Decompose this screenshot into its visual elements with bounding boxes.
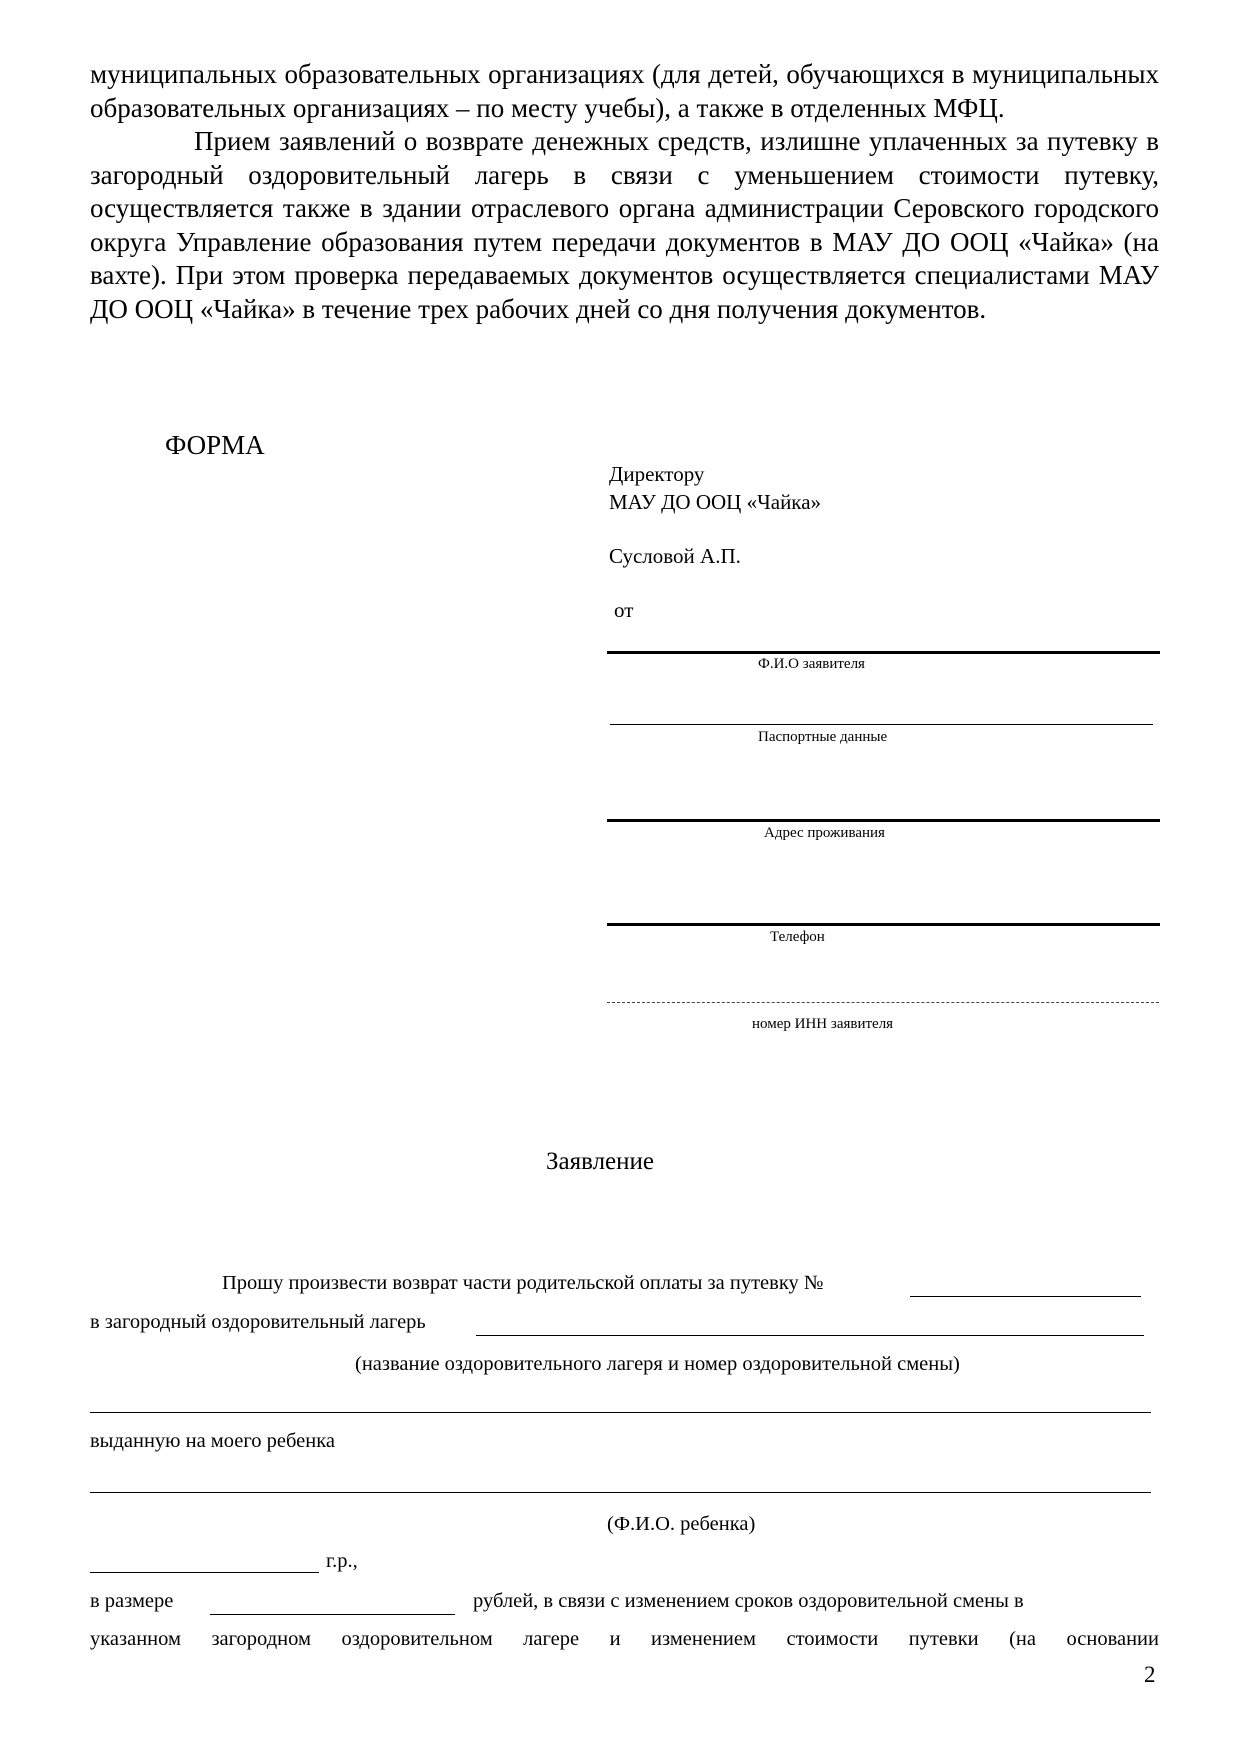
addressee-line-2: МАУ ДО ООЦ «Чайка»	[609, 490, 822, 514]
passport-line[interactable]	[610, 724, 1153, 725]
address-line[interactable]	[607, 819, 1160, 822]
amount-prefix: в размере	[90, 1590, 174, 1612]
inn-line[interactable]	[607, 1002, 1159, 1003]
phone-caption: Телефон	[770, 929, 825, 945]
camp-name-field[interactable]	[476, 1335, 1144, 1336]
form-label: ФОРМА	[165, 430, 265, 460]
child-name-field[interactable]	[90, 1492, 1151, 1493]
statement-last-line: указанном загородном оздоровительном лагере и изменением стоимости путевки (на основании	[90, 1628, 1159, 1650]
fio-line[interactable]	[607, 651, 1160, 654]
statement-line-1: Прошу произвести возврат части родительской оплаты за путевку №	[222, 1272, 824, 1294]
passport-caption: Паспортные данные	[758, 729, 888, 745]
voucher-number-field[interactable]	[910, 1296, 1141, 1297]
address-caption: Адрес проживания	[764, 825, 885, 841]
addressee-line-3: Сусловой А.П.	[609, 544, 741, 568]
camp-name-continued-field[interactable]	[90, 1412, 1151, 1413]
addressee-line-1: Директору	[609, 462, 705, 486]
intro-text	[90, 58, 1159, 326]
camp-hint: (название оздоровительного лагеря и номер оздоровительной смены)	[355, 1353, 960, 1375]
phone-line[interactable]	[607, 923, 1160, 926]
statement-title: Заявление	[545, 1148, 655, 1175]
intro-paragraph-1: муниципальных образовательных организациях (для детей, обучающихся в муниципальных образовательных организациях – по месту учебы), а также в отделенных МФЦ.	[90, 59, 1159, 123]
amount-field[interactable]	[210, 1614, 455, 1615]
inn-caption: номер ИНН заявителя	[752, 1016, 894, 1032]
amount-suffix: рублей, в связи с изменением сроков оздоровительной смены в	[473, 1590, 1024, 1612]
fio-caption: Ф.И.О заявителя	[758, 656, 865, 672]
birth-year-field[interactable]	[90, 1572, 319, 1573]
page-number: 2	[1144, 1662, 1156, 1687]
issued-to-label: выданную на моего ребенка	[90, 1430, 335, 1452]
from-label: от	[614, 598, 634, 622]
statement-line-2: в загородный оздоровительный лагерь	[90, 1311, 426, 1333]
birth-year-label: г.р.,	[326, 1550, 358, 1572]
child-name-hint: (Ф.И.О. ребенка)	[607, 1513, 756, 1535]
intro-paragraph-2: Прием заявлений о возврате денежных средств, излишне уплаченных за путевку в загородный оздоровительный лагерь в связи с уменьшением стоимости путевку, осуществляется также в здании отраслевого органа администрации Серовского городского округа Управление образования путем передачи документов в МАУ ДО ООЦ «Чайка» (на вахте). При этом проверка передаваемых документов осуществляется специалистами МАУ ДО ООЦ «Чайка» в течение трех рабочих дней со дня получения документов.	[90, 126, 1159, 324]
